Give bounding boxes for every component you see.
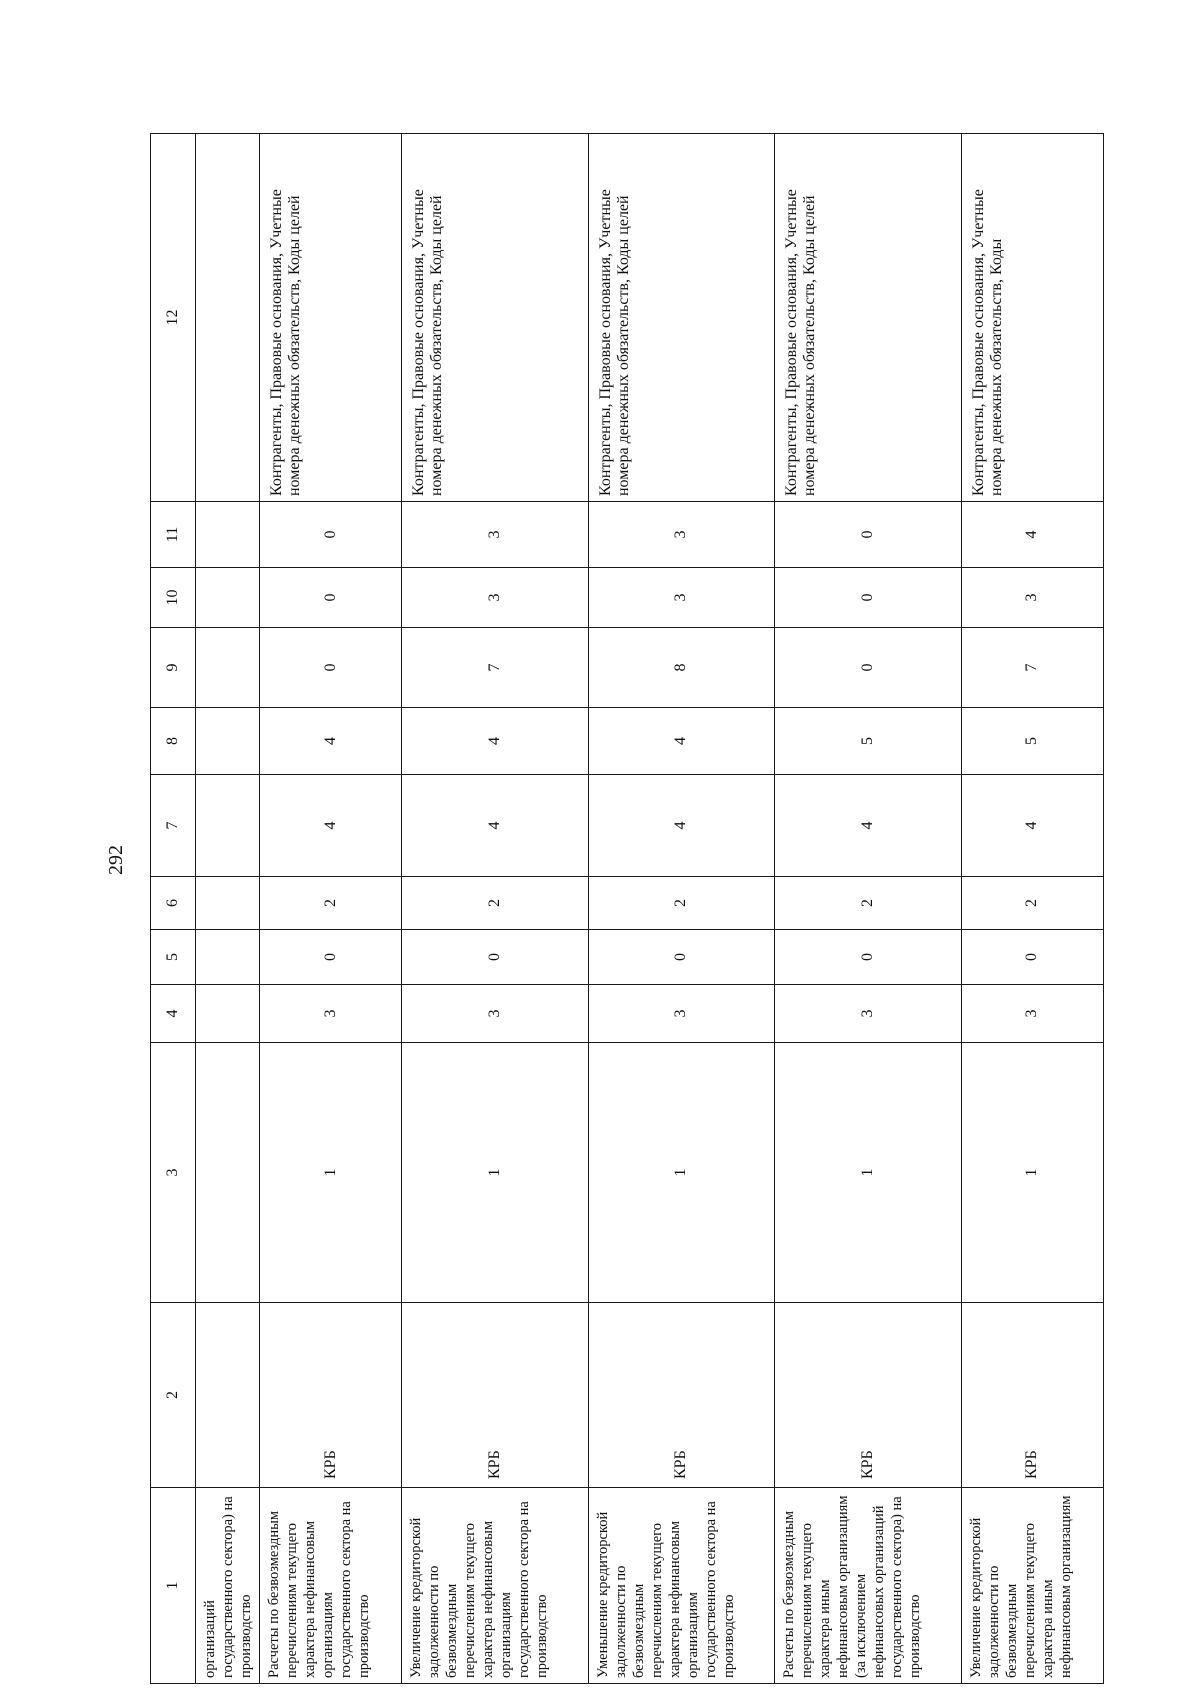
table-row (260, 134, 402, 1684)
empty-cell (196, 877, 260, 930)
row-cell-4: 3 (402, 985, 588, 1043)
empty-cell (196, 502, 260, 568)
row-cell-6: 2 (961, 877, 1103, 930)
row-cell-9: 0 (775, 628, 961, 708)
col-header-5: 5 (151, 930, 196, 985)
row-cell-9: 0 (260, 628, 402, 708)
row-cell-4: 3 (775, 985, 961, 1043)
row-cell-10: 0 (260, 568, 402, 628)
col-header-6: 6 (151, 877, 196, 930)
row-cell-4: 3 (588, 985, 774, 1043)
row-description: Расчеты по безвозмездным перечислениям текущего характера нефинансовым организациям государственного сектора на производство (260, 1488, 402, 1684)
row-analytics: Контрагенты, Правовые основания, Учетные номера денежных обязательств, Коды целей (402, 134, 588, 502)
row-cell-7: 4 (961, 775, 1103, 877)
row-analytics: Контрагенты, Правовые основания, Учетные номера денежных обязательств, Коды целей (260, 134, 402, 502)
col-header-8: 8 (151, 708, 196, 775)
row-cell-4: 3 (961, 985, 1103, 1043)
row-cell-3: 1 (775, 1043, 961, 1303)
row-cell-6: 2 (588, 877, 774, 930)
table-row (775, 134, 961, 1684)
table-row (588, 134, 774, 1684)
continuation-row (196, 134, 260, 1684)
row-cell-3: 1 (588, 1043, 774, 1303)
row-cell-11: 3 (588, 502, 774, 568)
col-header-4: 4 (151, 985, 196, 1043)
row-cell-9: 7 (402, 628, 588, 708)
table-row (961, 134, 1103, 1684)
row-cell-8: 4 (260, 708, 402, 775)
row-cell-7: 4 (260, 775, 402, 877)
row-cell-7: 4 (588, 775, 774, 877)
row-description: Увеличение кредиторской задолженности по безвозмездным перечислениям текущего характера нефинансовым организациям государственного сектора на производство (402, 1488, 588, 1684)
empty-cell (196, 628, 260, 708)
row-cell-3: 1 (260, 1043, 402, 1303)
row-analytics: Контрагенты, Правовые основания, Учетные номера денежных обязательств, Коды целей (775, 134, 961, 502)
row-cell-3: 1 (402, 1043, 588, 1303)
row-cell-5: 0 (260, 930, 402, 985)
row-cell-8: 5 (961, 708, 1103, 775)
row-cell-5: 0 (775, 930, 961, 985)
col-header-10: 10 (151, 568, 196, 628)
row-cell-8: 4 (588, 708, 774, 775)
col-header-7: 7 (151, 775, 196, 877)
row-cell-11: 4 (961, 502, 1103, 568)
row-cell-3: 1 (961, 1043, 1103, 1303)
accounts-table (150, 133, 1104, 1684)
row-kind: КРБ (260, 1303, 402, 1488)
row-cell-10: 3 (961, 568, 1103, 628)
empty-cell (196, 708, 260, 775)
col-header-3: 3 (151, 1043, 196, 1303)
row-cell-5: 0 (588, 930, 774, 985)
row-description: Уменьшение кредиторской задолженности по безвозмездным перечислениям текущего характера нефинансовым организациям государственного сектора на производство (588, 1488, 774, 1684)
col-header-1: 1 (151, 1488, 196, 1684)
row-description: Расчеты по безвозмездным перечислениям текущего характера иным нефинансовым организациям (за исключением нефинансовых организаций государственного сектора) на производство (775, 1488, 961, 1684)
row-description: Увеличение кредиторской задолженности по безвозмездным перечислениям текущего характера иным нефинансовым организациям (961, 1488, 1103, 1684)
header-row (151, 134, 196, 1684)
col-header-9: 9 (151, 628, 196, 708)
empty-cell (196, 134, 260, 502)
empty-cell (196, 775, 260, 877)
row-kind: КРБ (402, 1303, 588, 1488)
row-cell-7: 4 (402, 775, 588, 877)
row-cell-10: 3 (588, 568, 774, 628)
empty-cell (196, 985, 260, 1043)
col-header-2: 2 (151, 1303, 196, 1488)
row-analytics: Контрагенты, Правовые основания, Учетные номера денежных обязательств, Коды (961, 134, 1103, 502)
row-cell-6: 2 (402, 877, 588, 930)
row-kind: КРБ (961, 1303, 1103, 1488)
row-cell-4: 3 (260, 985, 402, 1043)
col-header-11: 11 (151, 502, 196, 568)
empty-cell (196, 930, 260, 985)
row-kind: КРБ (588, 1303, 774, 1488)
col-header-12: 12 (151, 134, 196, 502)
rotated-table-container (150, 134, 1104, 1684)
row-analytics: Контрагенты, Правовые основания, Учетные номера денежных обязательств, Коды целей (588, 134, 774, 502)
row-cell-7: 4 (775, 775, 961, 877)
row-cell-5: 0 (402, 930, 588, 985)
empty-cell (196, 1043, 260, 1303)
row-cell-10: 0 (775, 568, 961, 628)
row-kind: КРБ (775, 1303, 961, 1488)
row-cell-9: 7 (961, 628, 1103, 708)
row-cell-11: 0 (260, 502, 402, 568)
page-number: 292 (105, 845, 127, 875)
row-cell-11: 0 (775, 502, 961, 568)
continuation-description: организаций государственного сектора) на производство (196, 1488, 260, 1684)
empty-cell (196, 568, 260, 628)
row-cell-10: 3 (402, 568, 588, 628)
table-row (402, 134, 588, 1684)
row-cell-6: 2 (775, 877, 961, 930)
row-cell-11: 3 (402, 502, 588, 568)
empty-cell (196, 1303, 260, 1488)
row-cell-8: 4 (402, 708, 588, 775)
row-cell-8: 5 (775, 708, 961, 775)
row-cell-6: 2 (260, 877, 402, 930)
row-cell-5: 0 (961, 930, 1103, 985)
row-cell-9: 8 (588, 628, 774, 708)
